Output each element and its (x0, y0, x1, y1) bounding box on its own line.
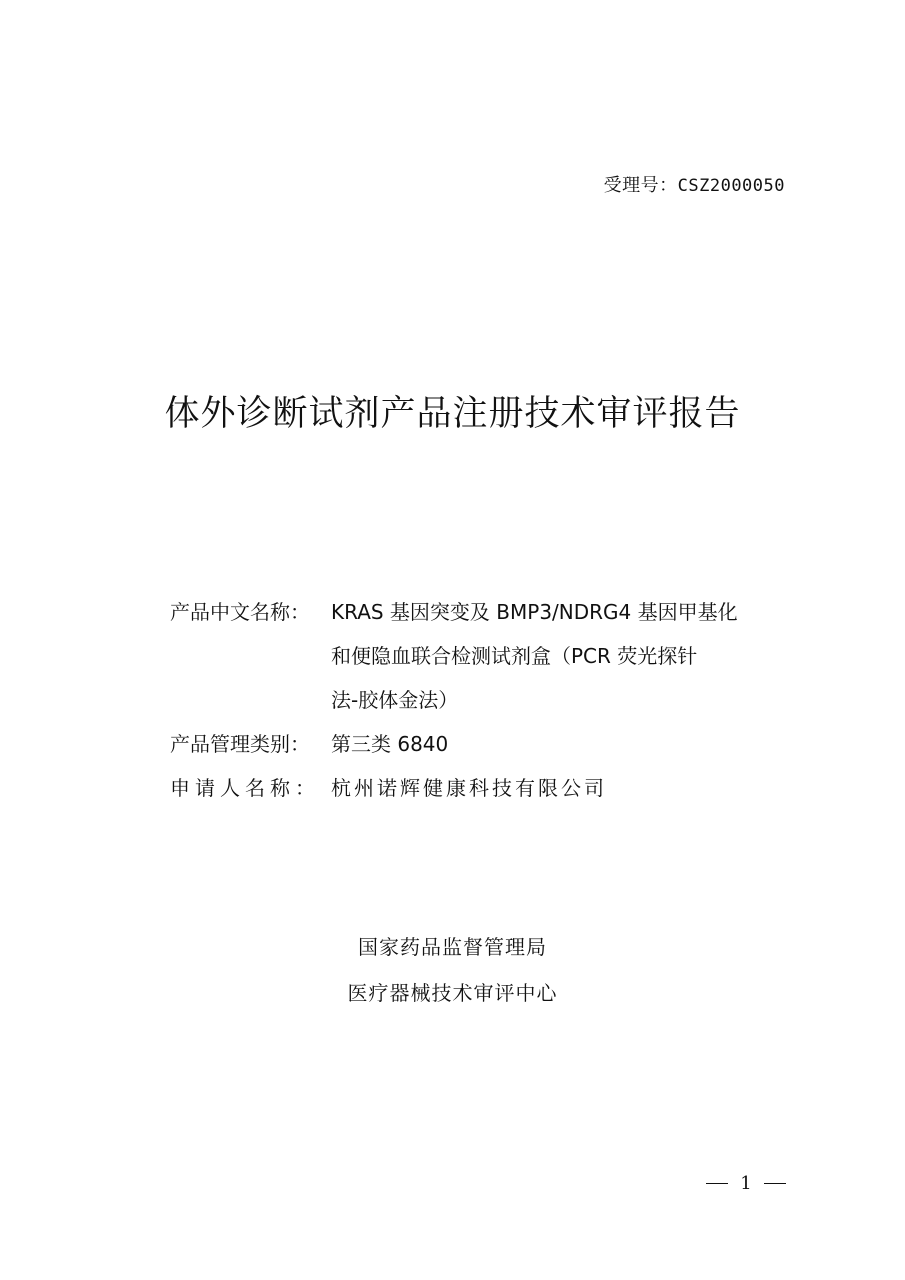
acceptance-number-line (604, 171, 785, 197)
category-label: 产品管理类别： (170, 732, 310, 756)
issuer-line-2: 医疗器械技术审评中心 (347, 981, 558, 1005)
applicant-label: 申请人名称： (170, 776, 320, 800)
issuer-line-1: 国家药品监督管理局 (358, 935, 547, 959)
right-dash (764, 1183, 786, 1184)
acceptance-label: 受理号： (603, 175, 678, 196)
category-row (170, 722, 770, 766)
acceptance-number: CSZ2000050 (677, 176, 785, 196)
product-info-block (170, 590, 770, 810)
applicant-value: 杭州诺辉健康科技有限公司 (331, 776, 607, 800)
product-name-line-1: KRAS 基因突变及 BMP3/NDRG4 基因甲基化 (331, 600, 738, 624)
product-name-label: 产品中文名称： (170, 600, 310, 624)
page-number-footer (706, 1173, 786, 1194)
page-number: 1 (740, 1173, 752, 1194)
applicant-row (170, 766, 770, 810)
product-name-line-3: 法-胶体金法） (331, 688, 459, 712)
product-name-line-2: 和便隐血联合检测试剂盒（PCR 荧光探针 (331, 644, 698, 668)
product-name-value (331, 590, 770, 722)
category-value: 第三类 6840 (331, 732, 449, 756)
document-title: 体外诊断试剂产品注册技术审评报告 (164, 394, 741, 434)
product-name-row (170, 590, 770, 722)
left-dash (706, 1183, 728, 1184)
